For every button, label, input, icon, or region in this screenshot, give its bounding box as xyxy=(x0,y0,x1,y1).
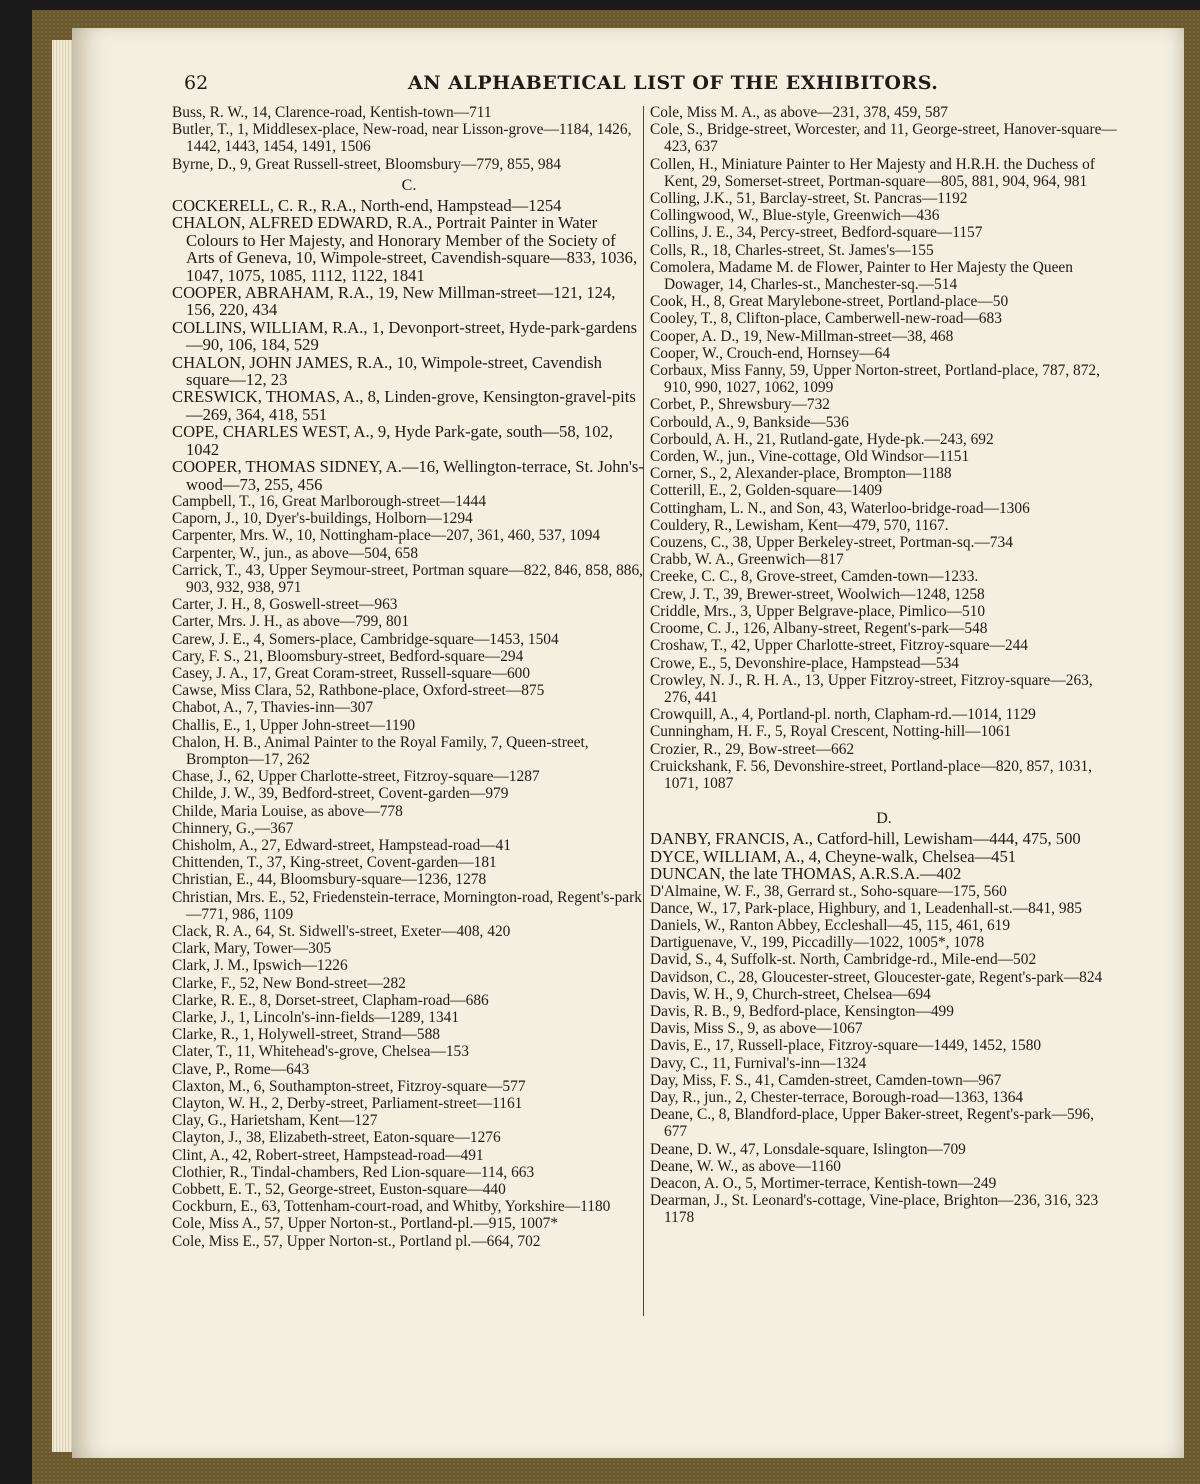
list-item: Corbould, A., 9, Bankside—536 xyxy=(650,413,849,431)
list-item: Clint, A., 42, Robert-street, Hampstead-road—491 xyxy=(172,1146,484,1164)
list-item: Clayton, J., 38, Elizabeth-street, Eaton-square—1276 xyxy=(172,1129,501,1147)
list-item: Creeke, C. C., 8, Grove-street, Camden-town—1233. xyxy=(650,568,979,586)
list-item: Christian, Mrs. E., 52, Friedenstein-terrace, Mornington-road, Regent's-park—771, 986, 1109 xyxy=(172,888,642,923)
list-item: Croome, C. J., 126, Albany-street, Regent's-park—548 xyxy=(650,620,988,638)
list-item: Day, Miss, F. S., 41, Camden-street, Camden-town—967 xyxy=(650,1071,1002,1089)
list-item: Crew, J. T., 39, Brewer-street, Woolwich—1248, 1258 xyxy=(650,585,985,603)
list-item: COCKERELL, C. R., R.A., North-end, Hampstead—1254 xyxy=(172,196,562,216)
list-item: Cotterill, E., 2, Golden-square—1409 xyxy=(650,482,883,500)
list-item: Davis, Miss S., 9, as above—1067 xyxy=(650,1020,863,1038)
list-item: Buss, R. W., 14, Clarence-road, Kentish-town—711 xyxy=(172,104,492,121)
list-item: Carew, J. E., 4, Somers-place, Cambridge-square—1453, 1504 xyxy=(172,630,559,648)
list-item: Clayton, W. H., 2, Derby-street, Parliament-street—1161 xyxy=(172,1095,523,1113)
list-item: Clack, R. A., 64, St. Sidwell's-street, Exeter—408, 420 xyxy=(172,923,511,940)
list-item: Cruickshank, F. 56, Devonshire-street, Portland-place—820, 857, 1031, 1071, 1087 xyxy=(650,757,1093,792)
list-item: CRESWICK, THOMAS, A., 8, Linden-grove, Kensington-gravel-pits—269, 364, 418, 551 xyxy=(172,387,636,424)
list-item: Chalon, H. B., Animal Painter to the Royal Family, 7, Queen-street, Brompton—17, 262 xyxy=(172,733,589,768)
list-item: Chase, J., 62, Upper Charlotte-street, Fitzroy-square—1287 xyxy=(172,768,540,786)
list-item: Clay, G., Harietsham, Kent—127 xyxy=(172,1112,378,1130)
list-item: Cunningham, H. F., 5, Royal Crescent, Notting-hill—1061 xyxy=(650,723,1012,741)
list-item: COOPER, ABRAHAM, R.A., 19, New Millman-street—121, 124, 156, 220, 434 xyxy=(172,283,616,320)
list-item: Chabot, A., 7, Thavies-inn—307 xyxy=(172,699,374,717)
list-item: Deane, C., 8, Blandford-place, Upper Baker-street, Regent's-park—596, 677 xyxy=(650,1106,1094,1141)
list-item: Cary, F. S., 21, Bloomsbury-street, Bedford-square—294 xyxy=(172,647,524,665)
list-item: Corner, S., 2, Alexander-place, Brompton—1188 xyxy=(650,465,952,483)
list-item: David, S., 4, Suffolk-st. North, Cambridge-rd., Mile-end—502 xyxy=(650,951,1037,969)
list-item: Corden, W., jun., Vine-cottage, Old Windsor—1151 xyxy=(650,448,970,466)
list-item: Dearman, J., St. Leonard's-cottage, Vine-place, Brighton—236, 316, 323 1178 xyxy=(650,1192,1099,1227)
list-item: Couldery, R., Lewisham, Kent—479, 570, 1167. xyxy=(650,516,949,534)
list-item: Davis, W. H., 9, Church-street, Chelsea—694 xyxy=(650,985,931,1003)
list-item: Corbet, P., Shrewsbury—732 xyxy=(650,396,830,414)
list-item: Davis, E., 17, Russell-place, Fitzroy-square—1449, 1452, 1580 xyxy=(650,1037,1042,1055)
list-item: Cottingham, L. N., and Son, 43, Waterloo-bridge-road—1306 xyxy=(650,499,1030,517)
list-item: Cooley, T., 8, Clifton-place, Camberwell-new-road—683 xyxy=(650,310,1002,328)
list-item: Deane, W. W., as above—1160 xyxy=(650,1157,841,1175)
list-item: Carrick, T., 43, Upper Seymour-street, Portman square—822, 846, 858, 886, 903, 932, 938, 971 xyxy=(172,561,644,596)
list-item: Couzens, C., 38, Upper Berkeley-street, Portman-sq.—734 xyxy=(650,534,1013,552)
list-item: CHALON, ALFRED EDWARD, R.A., Portrait Painter in Water Colours to Her Majesty, and Honorary Member of the Society of Arts of Geneva, 10, Wimpole-street, Cavendish-square—833, 1036, 1047, 1075, 1085, 1112, 1122, 1841 xyxy=(172,213,638,285)
list-item: Corbaux, Miss Fanny, 59, Upper Norton-street, Portland-place, 787, 872, 910, 990, 1027, 1062, 1099 xyxy=(650,362,1100,397)
list-item: Clark, J. M., Ipswich—1226 xyxy=(172,957,348,975)
list-item: Collen, H., Miniature Painter to Her Majesty and H.R.H. the Duchess of Kent, 29, Somerset-street, Portman-square—805, 881, 904, 964, 981 xyxy=(650,155,1095,190)
list-item: Daniels, W., Ranton Abbey, Eccleshall—45, 115, 461, 619 xyxy=(650,916,1011,934)
list-item: COPE, CHARLES WEST, A., 9, Hyde Park-gate, south—58, 102, 1042 xyxy=(172,422,613,459)
list-item: Colls, R., 18, Charles-street, St. James's—155 xyxy=(650,241,934,259)
list-item: COOPER, THOMAS SIDNEY, A.—16, Wellington-terrace, St. John's-wood—73, 255, 456 xyxy=(172,457,644,494)
list-item: Cook, H., 8, Great Marylebone-street, Portland-place—50 xyxy=(650,293,1009,311)
list-item: DUNCAN, the late THOMAS, A.R.S.A.—402 xyxy=(650,864,962,884)
list-item: Clothier, R., Tindal-chambers, Red Lion-square—114, 663 xyxy=(172,1163,535,1181)
spacer xyxy=(650,792,1118,806)
list-item: Davis, R. B., 9, Bedford-place, Kensington—499 xyxy=(650,1002,954,1020)
list-item: Davidson, C., 28, Gloucester-street, Gloucester-gate, Regent's-park—824 xyxy=(650,968,1103,986)
list-item: CHALON, JOHN JAMES, R.A., 10, Wimpole-street, Cavendish square—12, 23 xyxy=(172,352,602,390)
list-item: Davy, C., 11, Furnival's-inn—1324 xyxy=(650,1054,867,1072)
list-item: Clarke, F., 52, New Bond-street—282 xyxy=(172,974,406,992)
page-number: 62 xyxy=(184,72,209,94)
list-item: Chisholm, A., 27, Edward-street, Hampstead-road—41 xyxy=(172,836,511,854)
list-item: Deane, D. W., 47, Lonsdale-square, Islington—709 xyxy=(650,1140,966,1158)
page-edges xyxy=(52,40,74,1452)
list-item: Childe, J. W., 39, Bedford-street, Covent-garden—979 xyxy=(172,785,509,803)
page-header: AN ALPHABETICAL LIST OF THE EXHIBITORS. xyxy=(408,72,939,94)
list-item: Cobbett, E. T., 52, George-street, Euston-square—440 xyxy=(172,1181,506,1199)
list-item: Carpenter, W., jun., as above—504, 658 xyxy=(172,544,419,562)
list-item: DANBY, FRANCIS, A., Catford-hill, Lewisham—444, 475, 500 xyxy=(650,829,1081,849)
right-column xyxy=(650,104,1118,1227)
list-item: Christian, E., 44, Bloomsbury-square—1236, 1278 xyxy=(172,871,487,889)
list-item: Crowe, E., 5, Devonshire-place, Hampstead—534 xyxy=(650,654,960,672)
list-item: Cooper, A. D., 19, New-Millman-street—38, 468 xyxy=(650,327,954,345)
section-heading: C. xyxy=(401,176,417,194)
list-item: Clarke, J., 1, Lincoln's-inn-fields—1289, 1341 xyxy=(172,1009,460,1027)
list-item: D'Almaine, W. F., 38, Gerrard st., Soho-square—175, 560 xyxy=(650,882,1007,900)
list-item: Day, R., jun., 2, Chester-terrace, Borough-road—1363, 1364 xyxy=(650,1088,1024,1106)
list-item: Cole, Miss A., 57, Upper Norton-st., Portland-pl.—915, 1007* xyxy=(172,1215,559,1233)
list-item: Clarke, R., 1, Holywell-street, Strand—588 xyxy=(172,1026,441,1044)
list-item: Deacon, A. O., 5, Mortimer-terrace, Kentish-town—249 xyxy=(650,1175,997,1192)
left-column xyxy=(172,104,646,1250)
list-item: COLLINS, WILLIAM, R.A., 1, Devonport-street, Hyde-park-gardens—90, 106, 184, 529 xyxy=(172,317,638,355)
list-item: Claxton, M., 6, Southampton-street, Fitzroy-square—577 xyxy=(172,1077,526,1095)
list-item: Collingwood, W., Blue-style, Greenwich—436 xyxy=(650,207,940,225)
list-item: Comolera, Madame M. de Flower, Painter to Her Majesty the Queen Dowager, 14, Charles-st., Manchester-sq.—514 xyxy=(650,258,1073,294)
list-item: Croshaw, T., 42, Upper Charlotte-street, Fitzroy-square—244 xyxy=(650,637,1028,655)
list-item: Carter, Mrs. J. H., as above—799, 801 xyxy=(172,613,410,631)
list-item: Crabb, W. A., Greenwich—817 xyxy=(650,551,844,569)
list-item: Byrne, D., 9, Great Russell-street, Bloomsbury—779, 855, 984 xyxy=(172,155,561,173)
list-item: Crowquill, A., 4, Portland-pl. north, Clapham-rd.—1014, 1129 xyxy=(650,706,1036,724)
list-item: Carpenter, Mrs. W., 10, Nottingham-place—207, 361, 460, 537, 1094 xyxy=(172,527,601,545)
list-item: Clark, Mary, Tower—305 xyxy=(172,940,332,958)
section-heading: D. xyxy=(876,810,892,828)
list-item: Cole, S., Bridge-street, Worcester, and 11, George-street, Hanover-square—423, 637 xyxy=(650,121,1117,156)
list-item: Clarke, R. E., 8, Dorset-street, Clapham-road—686 xyxy=(172,991,489,1009)
list-item: Butler, T., 1, Middlesex-place, New-road, near Lisson-grove—1184, 1426, 1442, 1443, 1454, 1491, 1506 xyxy=(172,121,632,156)
list-item: Cockburn, E., 63, Tottenham-court-road, and Whitby, Yorkshire—1180 xyxy=(172,1198,611,1216)
list-item: Carter, J. H., 8, Goswell-street—963 xyxy=(172,596,398,614)
list-item: Cawse, Miss Clara, 52, Rathbone-place, Oxford-street—875 xyxy=(172,682,545,700)
list-item: Chittenden, T., 37, King-street, Covent-garden—181 xyxy=(172,854,497,872)
list-item: Clave, P., Rome—643 xyxy=(172,1060,310,1078)
list-item: Dartiguenave, V., 199, Piccadilly—1022, 1005*, 1078 xyxy=(650,934,985,952)
list-item: Casey, J. A., 17, Great Coram-street, Russell-square—600 xyxy=(172,664,531,682)
list-item: Clater, T., 11, Whitehead's-grove, Chelsea—153 xyxy=(172,1043,469,1061)
list-item: Cole, Miss E., 57, Upper Norton-st., Portland pl.—664, 702 xyxy=(172,1232,541,1250)
list-item: Cole, Miss M. A., as above—231, 378, 459, 587 xyxy=(650,104,948,121)
list-item: Crozier, R., 29, Bow-street—662 xyxy=(650,740,855,758)
list-item: Corbould, A. H., 21, Rutland-gate, Hyde-pk.—243, 692 xyxy=(650,430,994,448)
list-item: Caporn, J., 10, Dyer's-buildings, Holborn—1294 xyxy=(172,510,473,528)
list-item: Challis, E., 1, Upper John-street—1190 xyxy=(172,716,416,734)
list-item: Chinnery, G.,—367 xyxy=(172,819,294,837)
list-item: Dance, W., 17, Park-place, Highbury, and 1, Leadenhall-st.—841, 985 xyxy=(650,899,1082,917)
list-item: Criddle, Mrs., 3, Upper Belgrave-place, Pimlico—510 xyxy=(650,602,986,620)
list-item: Collins, J. E., 34, Percy-street, Bedford-square—1157 xyxy=(650,224,983,242)
list-item: Childe, Maria Louise, as above—778 xyxy=(172,802,403,820)
list-item: Colling, J.K., 51, Barclay-street, St. Pancras—1192 xyxy=(650,190,968,208)
list-item: Campbell, T., 16, Great Marlborough-street—1444 xyxy=(172,492,487,510)
list-item: Crowley, N. J., R. H. A., 13, Upper Fitzroy-street, Fitzroy-square—263, 276, 441 xyxy=(650,671,1093,706)
list-item: Cooper, W., Crouch-end, Hornsey—64 xyxy=(650,344,891,362)
list-item: DYCE, WILLIAM, A., 4, Cheyne-walk, Chelsea—451 xyxy=(650,846,1017,866)
